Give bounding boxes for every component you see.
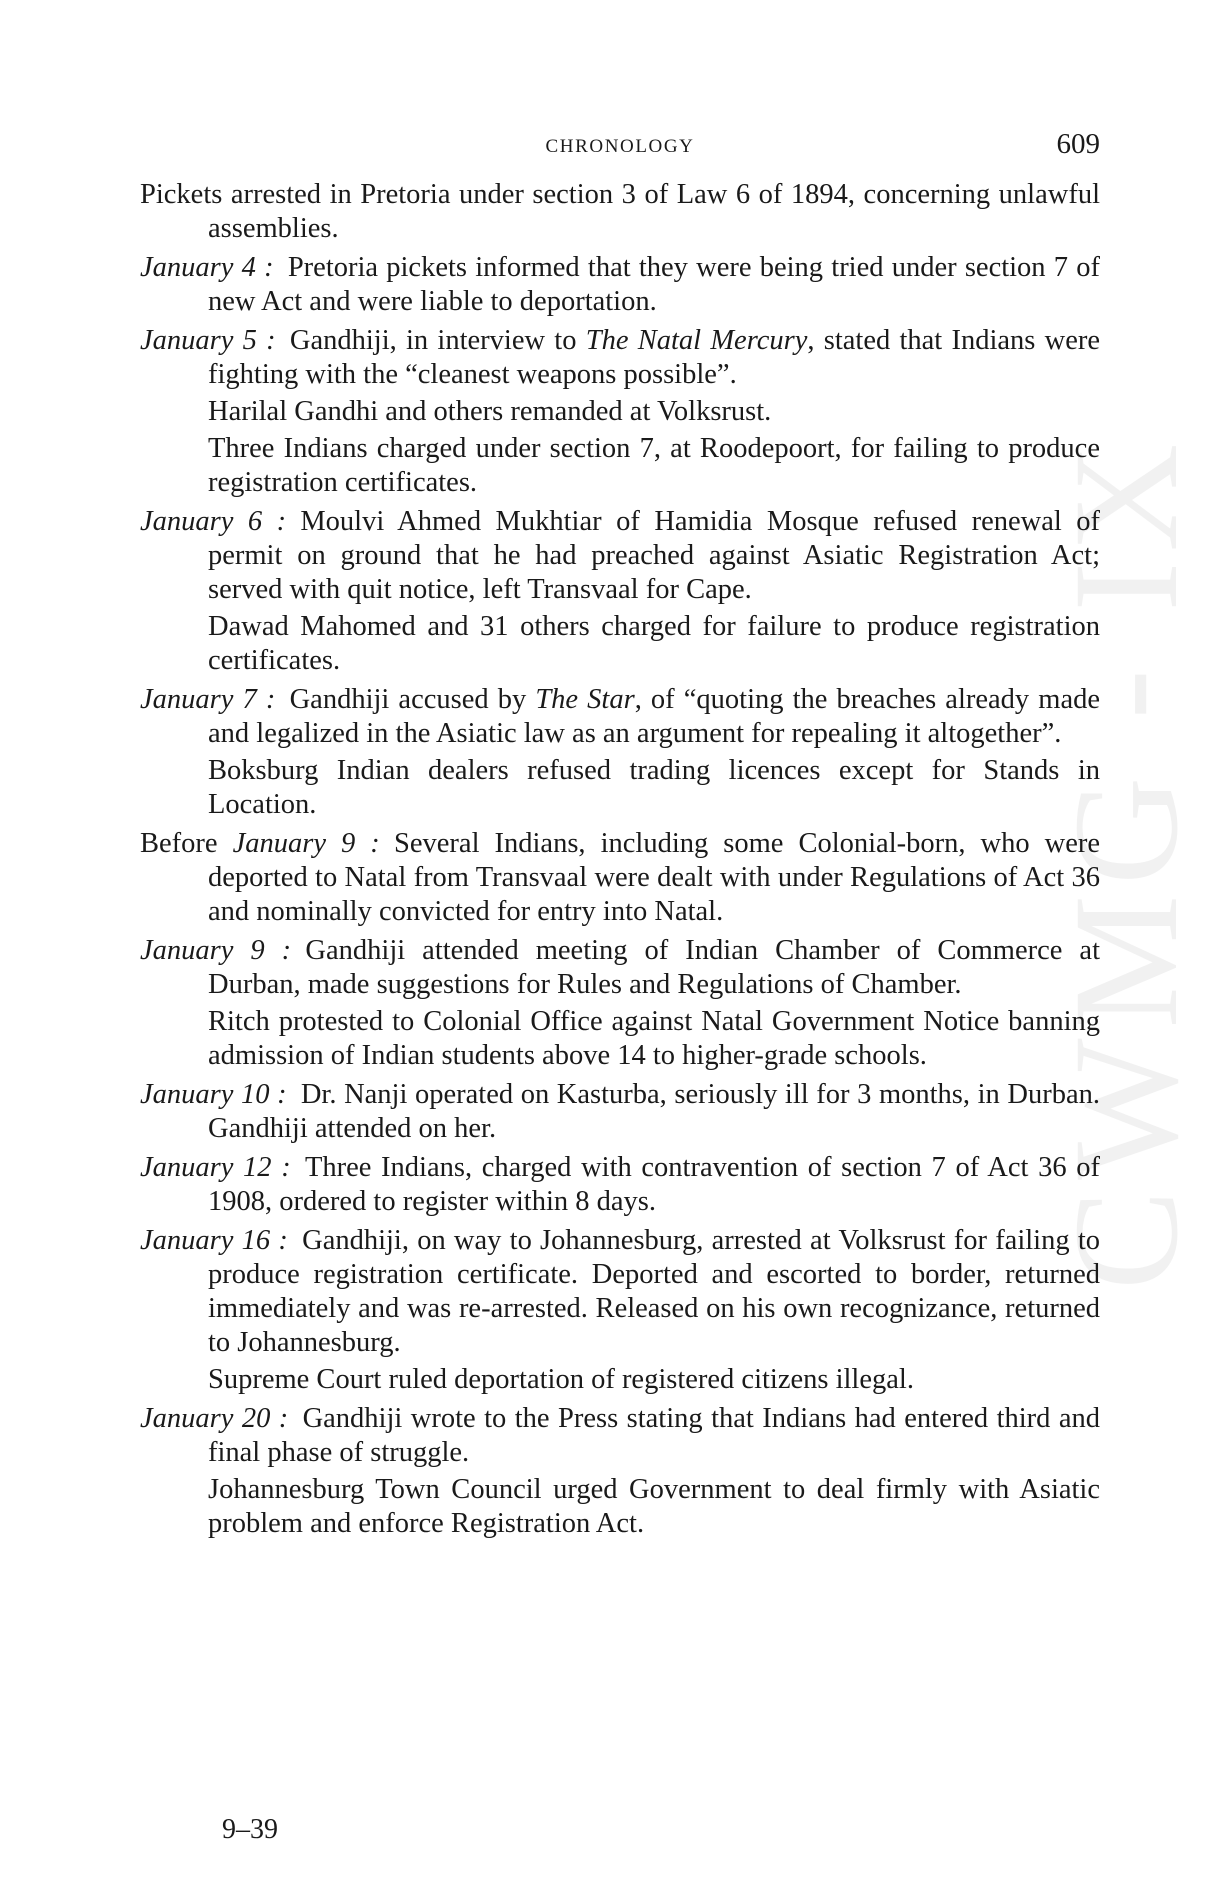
entry-first-paragraph — [140, 827, 1100, 929]
chronology-entry — [140, 324, 1100, 500]
watermark: CWMG - IX — [1043, 433, 1209, 1290]
chronology-entry — [140, 251, 1100, 319]
entry-text: Harilal Gandhi and others remanded at Volksrust. — [208, 396, 772, 427]
entry-first-paragraph — [140, 1078, 1100, 1146]
entry-text: Boksburg Indian dealers refused trading licences except for Stands in Location. — [208, 755, 1100, 820]
chronology-entry — [140, 505, 1100, 678]
entry-paragraph — [140, 395, 1100, 429]
chronology-entry — [140, 934, 1100, 1073]
entry-text: Ritch protested to Colonial Office against Natal Government Notice banning admission of Indian students above 14 to higher-grade schools. — [208, 1006, 1100, 1071]
entry-date: January 6 : — [140, 506, 287, 537]
entry-text: Three Indians, charged with contravention of section 7 of Act 36 of 1908, ordered to register within 8 days. — [208, 1152, 1100, 1217]
entry-text: Dr. Nanji operated on Kasturba, seriously ill for 3 months, in Durban. Gandhiji attended on her. — [208, 1079, 1100, 1144]
entry-first-paragraph — [140, 1224, 1100, 1360]
chronology-entry — [140, 1078, 1100, 1146]
entry-text: Gandhiji wrote to the Press stating that Indians had entered third and final phase of struggle. — [208, 1403, 1101, 1468]
entry-text: Pickets arrested in Pretoria under section 3 of Law 6 of 1894, concerning unlawful assemblies. — [140, 179, 1100, 244]
entry-text: Gandhiji, on way to Johannesburg, arrested at Volksrust for failing to produce registration certificate. Deported and escorted to border, returned immediately and was re-arrested. Released on his own recognizance, returned to Johannesburg. — [208, 1225, 1100, 1358]
entry-date: January 9 : — [140, 935, 292, 966]
entry-first-paragraph — [140, 1402, 1100, 1470]
entry-first-paragraph — [140, 683, 1100, 751]
date-prefix: Before — [140, 828, 233, 859]
entry-date: January 5 : — [140, 325, 276, 356]
entry-paragraph — [140, 610, 1100, 678]
chronology-entry — [140, 1402, 1100, 1541]
entry-text: Dawad Mahomed and 31 others charged for failure to produce registration certificates. — [208, 611, 1100, 676]
entry-first-paragraph — [140, 178, 1100, 246]
entry-date: January 20 : — [140, 1403, 289, 1434]
entry-paragraph — [140, 432, 1100, 500]
entry-paragraph — [140, 754, 1100, 822]
entry-date: January 9 : — [232, 828, 380, 859]
newspaper-title: The Natal Mercury — [585, 325, 808, 356]
entry-text: Pretoria pickets informed that they were being tried under section 7 of new Act and were liable to deportation. — [208, 252, 1100, 317]
entry-text: Gandhiji attended meeting of Indian Chamber of Commerce at Durban, made suggestions for Rules and Regulations of Chamber. — [208, 935, 1100, 1000]
page-number: 609 — [1056, 128, 1100, 160]
entry-text: Gandhiji, in interview to — [289, 325, 586, 356]
chronology-entry — [140, 1224, 1100, 1397]
newspaper-title: The Star — [535, 684, 635, 715]
entry-text: Three Indians charged under section 7, at Roodepoort, for failing to produce registration certificates. — [208, 433, 1100, 498]
entry-date: January 12 : — [140, 1152, 291, 1183]
entry-text: , stated that Indians were fighting with the “cleanest weapons possible”. — [208, 325, 1100, 390]
entry-date: January 7 : — [140, 684, 276, 715]
entry-first-paragraph — [140, 505, 1100, 607]
chronology-entry — [140, 827, 1100, 929]
entry-date: January 16 : — [140, 1225, 288, 1256]
entry-text: Supreme Court ruled deportation of registered citizens illegal. — [208, 1364, 914, 1395]
chronology-body — [140, 178, 1100, 1546]
entry-paragraph — [140, 1363, 1100, 1397]
signature-mark: 9–39 — [222, 1814, 278, 1845]
entry-text: Gandhiji accused by — [289, 684, 536, 715]
entry-text: , of “quoting the breaches already made and legalized in the Asiatic law as an argument for repealing it altogether”. — [208, 684, 1100, 749]
entry-text: Moulvi Ahmed Mukhtiar of Hamidia Mosque refused renewal of permit on ground that he had preached against Asiatic Registration Act; served with quit notice, left Transvaal for Cape. — [208, 506, 1100, 605]
chronology-entry — [140, 683, 1100, 822]
running-header — [140, 128, 1100, 168]
entry-first-paragraph — [140, 324, 1100, 392]
running-title: CHRONOLOGY — [545, 136, 695, 157]
entry-first-paragraph — [140, 1151, 1100, 1219]
entry-first-paragraph — [140, 934, 1100, 1002]
chronology-entry — [140, 178, 1100, 246]
entry-text: Johannesburg Town Council urged Government to deal firmly with Asiatic problem and enforce Registration Act. — [208, 1474, 1100, 1539]
chronology-entry — [140, 1151, 1100, 1219]
entry-date: January 4 : — [140, 252, 274, 283]
entry-first-paragraph — [140, 251, 1100, 319]
entry-text: Several Indians, including some Colonial-born, who were deported to Natal from Transvaal were dealt with under Regulations of Act 36 and nominally convicted for entry into Natal. — [208, 828, 1100, 927]
entry-paragraph — [140, 1473, 1100, 1541]
entry-date: January 10 : — [140, 1079, 287, 1110]
entry-paragraph — [140, 1005, 1100, 1073]
